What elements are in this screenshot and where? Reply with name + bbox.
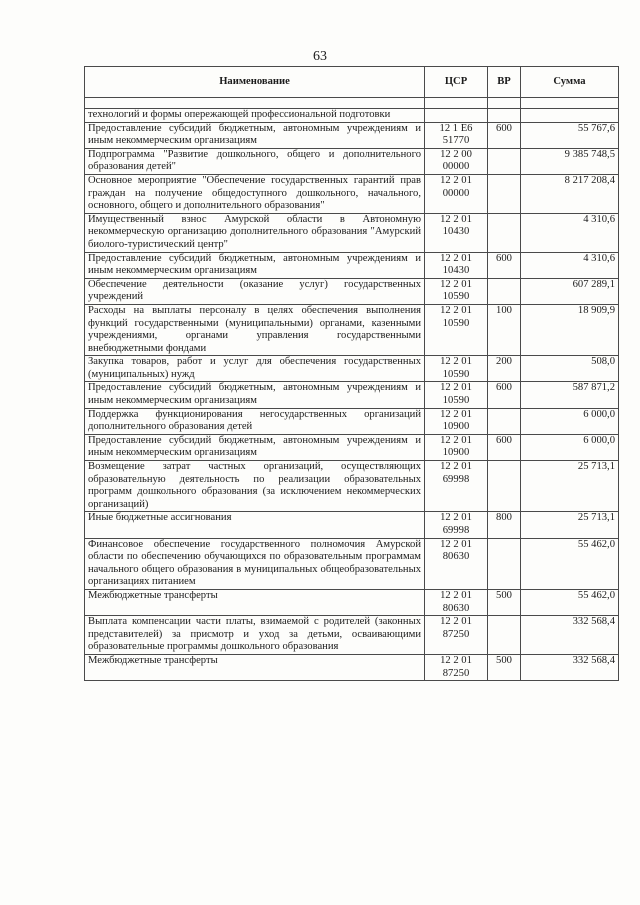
row-csr-line1: 12 2 01: [440, 616, 472, 628]
row-name: Расходы на выплаты персоналу в целях обеспечения выполнения функций государственными (муниципальными) органами, казенными учреждениями, органами управления государственными внебюджетными фондами: [85, 304, 425, 355]
row-vr: 600: [488, 252, 521, 278]
row-csr-line2: 69998: [442, 525, 470, 536]
row-csr-line2: 00000: [442, 161, 470, 173]
row-sum: 55 462,0: [521, 589, 619, 615]
row-name: Поддержка функционирования негосударственных организаций дополнительного образования детей: [85, 408, 425, 434]
row-sum: 25 713,1: [521, 512, 619, 538]
row-csr-line1: 12 2 01: [440, 278, 472, 290]
row-vr: [488, 616, 521, 655]
table-row: [85, 356, 619, 382]
table-row: [85, 538, 619, 589]
row-sum: 4 310,6: [521, 252, 619, 278]
row-vr: 500: [488, 589, 521, 615]
row-csr: [425, 654, 488, 680]
row-sum: 6 000,0: [521, 434, 619, 460]
row-vr: [488, 408, 521, 434]
row-vr: 600: [488, 382, 521, 408]
row-csr: [425, 148, 488, 174]
row-csr-line2: 80630: [442, 602, 470, 614]
table-row: [85, 148, 619, 174]
table-row: [85, 461, 619, 512]
row-csr: [425, 356, 488, 382]
table-row: [85, 654, 619, 680]
row-csr-line1: 12 2 01: [440, 356, 472, 368]
row-sum: 587 871,2: [521, 382, 619, 408]
row-name: Основное мероприятие "Обеспечение государственных гарантий прав граждан на получение общедоступного дошкольного, начального, основного, общего и дополнительного образования": [85, 174, 425, 213]
row-sum: [521, 109, 619, 123]
row-csr-line1: 12 1 Е6: [439, 122, 473, 134]
row-csr: [425, 589, 488, 615]
row-sum: 332 568,4: [521, 654, 619, 680]
row-csr-line1: 12 2 01: [440, 408, 472, 420]
row-vr: 600: [488, 122, 521, 148]
row-csr: [425, 434, 488, 460]
row-csr-line2: 10900: [442, 421, 470, 433]
row-vr: [488, 538, 521, 589]
row-csr: [425, 278, 488, 304]
row-name: Межбюджетные трансферты: [85, 589, 425, 615]
row-csr-line1: 12 2 01: [440, 512, 472, 524]
row-csr: [425, 304, 488, 355]
row-csr-line2: 80630: [442, 551, 470, 563]
row-csr-line2: 00000: [442, 187, 470, 199]
row-csr-line2: 10590: [442, 395, 470, 407]
row-csr-line1: 12 2 01: [440, 252, 472, 264]
header-csr: ЦСР: [425, 67, 488, 98]
row-name: технологий и формы опережающей профессиональной подготовки: [85, 109, 425, 123]
table-header-row: [85, 67, 619, 98]
row-name: Обеспечение деятельности (оказание услуг) государственных учреждений: [85, 278, 425, 304]
row-csr: [425, 461, 488, 512]
row-csr: [425, 109, 488, 123]
row-csr: [425, 382, 488, 408]
row-name: Предоставление субсидий бюджетным, автономным учреждениям и иным некоммерческим организациям: [85, 382, 425, 408]
row-csr-line2: 51770: [442, 135, 470, 147]
table-row: [85, 174, 619, 213]
row-csr-line1: 12 2 01: [440, 382, 472, 394]
row-csr-line2: 69998: [442, 473, 470, 485]
row-csr-line2: 87250: [442, 628, 470, 640]
row-vr: 800: [488, 512, 521, 538]
table-row: [85, 408, 619, 434]
row-name: Выплата компенсации части платы, взимаемой с родителей (законных представителей) за присмотр и уход за детьми, осваивающими образовательные программы дошкольного образования: [85, 616, 425, 655]
row-csr-line1: 12 2 01: [440, 654, 472, 666]
budget-table: [84, 66, 619, 681]
row-name: Предоставление субсидий бюджетным, автономным учреждениям и иным некоммерческим организациям: [85, 434, 425, 460]
row-name: Возмещение затрат частных организаций, осуществляющих образовательную деятельность по реализации образовательных программ дошкольного образования (за исключением некоммерческих организаций): [85, 461, 425, 512]
header-vr: ВР: [488, 67, 521, 98]
row-sum: 25 713,1: [521, 461, 619, 512]
row-csr-line2: 10430: [442, 226, 470, 238]
table-row: [85, 589, 619, 615]
table-header-spacer: [85, 98, 619, 109]
row-vr: [488, 461, 521, 512]
row-csr-line2: 10590: [442, 317, 470, 329]
row-sum: 4 310,6: [521, 213, 619, 252]
row-sum: 332 568,4: [521, 616, 619, 655]
row-sum: 55 462,0: [521, 538, 619, 589]
row-sum: 9 385 748,5: [521, 148, 619, 174]
row-vr: 200: [488, 356, 521, 382]
row-name: Предоставление субсидий бюджетным, автономным учреждениям и иным некоммерческим организациям: [85, 122, 425, 148]
table-row: [85, 616, 619, 655]
row-csr-line2: 87250: [442, 667, 470, 679]
table-row: [85, 304, 619, 355]
row-csr-line1: 12 2 01: [440, 213, 472, 225]
row-csr-line1: 12 2 01: [440, 461, 472, 473]
row-csr-line2: 10590: [442, 291, 470, 303]
row-csr: [425, 252, 488, 278]
row-sum: 8 217 208,4: [521, 174, 619, 213]
table-row: [85, 512, 619, 538]
row-csr-line1: 12 2 01: [440, 538, 472, 550]
row-vr: [488, 148, 521, 174]
row-csr: [425, 512, 488, 538]
row-csr-line2: 10430: [442, 265, 470, 277]
row-sum: 508,0: [521, 356, 619, 382]
row-csr-line1: 12 2 00: [440, 148, 472, 160]
row-name: Имущественный взнос Амурской области в Автономную некоммерческую организацию дополнительного образования "Амурский биолого-туристический центр": [85, 213, 425, 252]
row-csr-line1: 12 2 01: [440, 304, 472, 316]
row-csr-line1: 12 2 01: [440, 589, 472, 601]
header-sum: Сумма: [521, 67, 619, 98]
row-csr-line2: 10590: [442, 368, 470, 380]
row-csr: [425, 122, 488, 148]
row-sum: 607 289,1: [521, 278, 619, 304]
row-name: Финансовое обеспечение государственного полномочия Амурской области по обеспечению обучающихся по образовательным программам начального общего образования в муниципальных общеобразовательных организациях питанием: [85, 538, 425, 589]
header-name: Наименование: [85, 67, 425, 98]
table-row: [85, 252, 619, 278]
row-vr: [488, 213, 521, 252]
row-vr: 100: [488, 304, 521, 355]
row-name: Предоставление субсидий бюджетным, автономным учреждениям и иным некоммерческим организациям: [85, 252, 425, 278]
row-name: Иные бюджетные ассигнования: [85, 512, 425, 538]
table-row: [85, 122, 619, 148]
row-vr: 500: [488, 654, 521, 680]
page-number: 63: [313, 49, 327, 64]
table-row: [85, 434, 619, 460]
row-vr: [488, 174, 521, 213]
row-sum: 55 767,6: [521, 122, 619, 148]
table-row: [85, 278, 619, 304]
row-csr: [425, 408, 488, 434]
row-name: Закупка товаров, работ и услуг для обеспечения государственных (муниципальных) нужд: [85, 356, 425, 382]
table-row: [85, 109, 619, 123]
row-name: Межбюджетные трансферты: [85, 654, 425, 680]
row-csr-line1: 12 2 01: [440, 174, 472, 186]
row-sum: 18 909,9: [521, 304, 619, 355]
row-csr: [425, 213, 488, 252]
table-row: [85, 213, 619, 252]
row-csr: [425, 174, 488, 213]
row-csr-line1: 12 2 01: [440, 434, 472, 446]
row-csr-line2: 10900: [442, 447, 470, 459]
row-vr: [488, 109, 521, 123]
row-vr: 600: [488, 434, 521, 460]
table-body: [85, 109, 619, 681]
row-sum: 6 000,0: [521, 408, 619, 434]
row-vr: [488, 278, 521, 304]
row-csr: [425, 616, 488, 655]
row-name: Подпрограмма "Развитие дошкольного, общего и дополнительного образования детей": [85, 148, 425, 174]
row-csr: [425, 538, 488, 589]
table-row: [85, 382, 619, 408]
